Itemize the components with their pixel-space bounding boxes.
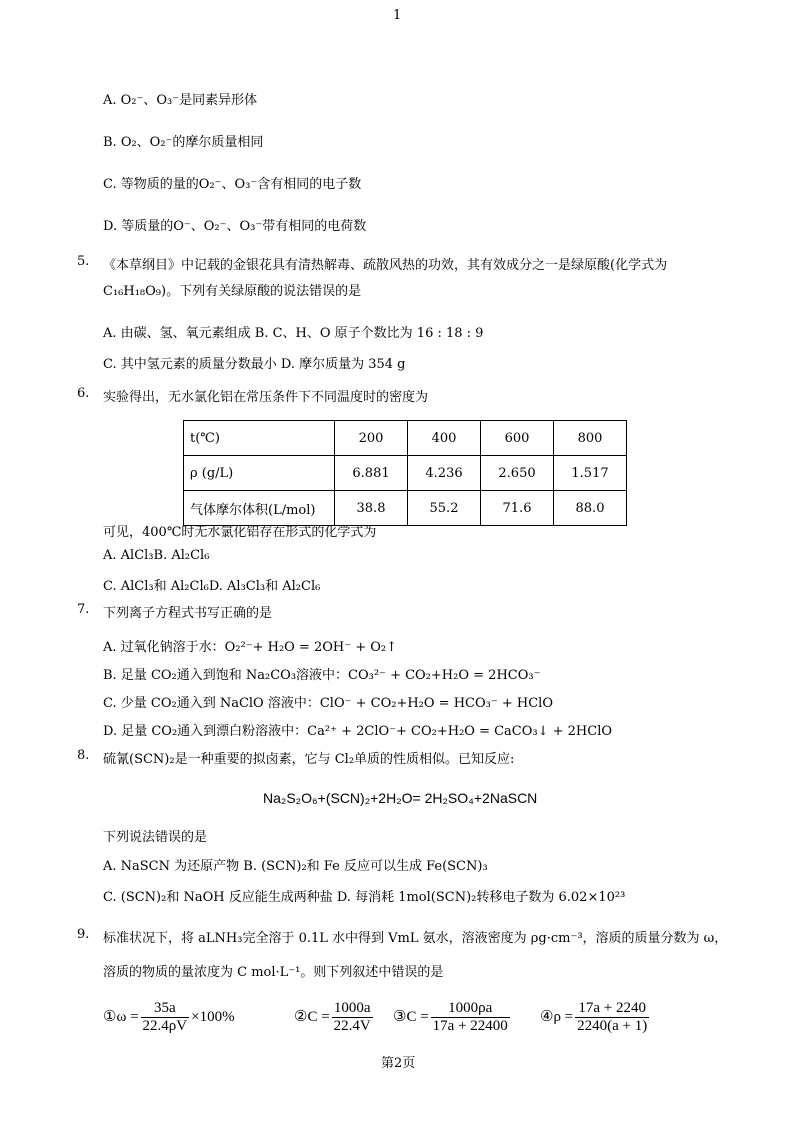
q9-stem-line2: 溶质的物质的量浓度为 C mol·L⁻¹。则下列叙述中错误的是: [103, 965, 444, 980]
density-table: [183, 420, 627, 526]
q5-number: 5.: [77, 254, 90, 269]
page-number: 1: [393, 8, 402, 23]
table-cell: 600: [481, 421, 554, 456]
formula-2-prefix: ②C =: [294, 1008, 330, 1025]
table-cell: 4.236: [408, 456, 481, 491]
q8-question: 下列说法错误的是: [103, 830, 208, 845]
formula-2-numerator: 1000a: [332, 1000, 373, 1018]
formula-1-prefix: ①ω =: [103, 1008, 139, 1025]
formula-3-prefix: ③C =: [393, 1008, 429, 1025]
table-cell: 800: [554, 421, 627, 456]
q6-conclusion: 可见，400℃时无水氯化铝存在形式的化学式为: [103, 525, 377, 540]
q6-options-cd: C. AlCl₃和 Al₂Cl₆D. Al₃Cl₃和 Al₂Cl₆: [103, 579, 321, 594]
formula-4-denominator: 2240(a + 1): [577, 1018, 648, 1034]
q4-option-b: B. O₂、O₂⁻的摩尔质量相同: [103, 135, 264, 150]
table-row: [184, 421, 627, 456]
formula-2-fraction: [332, 1000, 373, 1035]
q8-number: 8.: [77, 748, 90, 763]
q7-option-d: D. 足量 CO₂通入到漂白粉溶液中：Ca²⁺ + 2ClO⁻+ CO₂+H₂O = CaCO₃↓ + 2HClO: [103, 724, 613, 739]
q8-options-ab: A. NaSCN 为还原产物 B. (SCN)₂和 Fe 反应可以生成 Fe(SCN)₃: [103, 859, 488, 874]
q9-formula-3: [393, 1000, 512, 1035]
q7-option-c: C. 少量 CO₂通入到 NaClO 溶液中：ClO⁻ + CO₂+H₂O = HCO₃⁻ + HClO: [103, 696, 553, 711]
table-row-label: t(℃): [184, 421, 335, 456]
table-row-label: ρ (g/L): [184, 456, 335, 491]
q6-number: 6.: [77, 386, 90, 401]
q9-stem-line1: 标准状况下，将 aLNH₃完全溶于 0.1L 水中得到 VmL 氨水，溶液密度为 ρg·cm⁻³，溶质的质量分数为 ω，: [103, 931, 728, 946]
q7-option-a: A. 过氧化钠溶于水：O₂²⁻+ H₂O = 2OH⁻ + O₂↑: [103, 640, 398, 655]
q4-option-a: A. O₂⁻、O₃⁻是同素异形体: [103, 93, 258, 108]
table-row-label: 气体摩尔体积(L/mol): [184, 491, 335, 526]
table-row: [184, 456, 627, 491]
q9-formula-2: [294, 1000, 375, 1035]
table-cell: 55.2: [408, 491, 481, 526]
formula-1-suffix: ×100%: [191, 1008, 235, 1025]
table-cell: 88.0: [554, 491, 627, 526]
q7-option-b: B. 足量 CO₂通入到饱和 Na₂CO₃溶液中：CO₃²⁻ + CO₂+H₂O = 2HCO₃⁻: [103, 668, 541, 683]
q8-options-cd: C. (SCN)₂和 NaOH 反应能生成两种盐 D. 每消耗 1mol(SCN)₂转移电子数为 6.02×10²³: [103, 890, 626, 905]
q7-number: 7.: [77, 602, 90, 617]
q7-stem: 下列离子方程式书写正确的是: [103, 606, 273, 621]
formula-3-fraction: [431, 1000, 510, 1035]
table-cell: 38.8: [335, 491, 408, 526]
q8-stem: 硫氰(SCN)₂是一种重要的拟卤素，它与 Cl₂单质的性质相似。已知反应:: [103, 752, 515, 767]
q4-option-d: D. 等质量的O⁻、O₂⁻、O₃⁻带有相同的电荷数: [103, 219, 367, 234]
q5-options-cd: C. 其中氢元素的质量分数最小 D. 摩尔质量为 354 g: [103, 357, 406, 372]
q9-formula-1: [103, 1000, 235, 1035]
formula-3-numerator: 1000ρa: [431, 1000, 510, 1018]
table-cell: 1.517: [554, 456, 627, 491]
table-cell: 200: [335, 421, 408, 456]
formula-2-denominator: 22.4V: [333, 1018, 371, 1034]
table-cell: 6.881: [335, 456, 408, 491]
q5-options-ab: A. 由碳、氢、氧元素组成 B. C、H、O 原子个数比为 16 : 18 : 9: [103, 326, 484, 341]
q5-stem-line2: C₁₆H₁₈O₉)。下列有关绿原酸的说法错误的是: [103, 284, 362, 299]
formula-1-denominator: 22.4ρV: [142, 1018, 188, 1034]
formula-4-numerator: 17a + 2240: [575, 1000, 649, 1018]
q6-options-ab: A. AlCl₃B. Al₂Cl₆: [103, 548, 210, 563]
table-cell: 2.650: [481, 456, 554, 491]
formula-3-denominator: 17a + 22400: [432, 1018, 508, 1034]
q9-formula-4: [540, 1000, 651, 1035]
footer-page-label: 第2页: [381, 1056, 416, 1071]
q8-reaction-equation: Na₂S₂O₆+(SCN)₂+2H₂O= 2H₂SO₄+2NaSCN: [263, 790, 538, 806]
formula-1-numerator: 35a: [141, 1000, 190, 1018]
formula-4-prefix: ④ρ =: [540, 1008, 574, 1025]
q9-number: 9.: [77, 927, 90, 942]
q5-stem-line1: 《本草纲目》中记载的金银花具有清热解毒、疏散风热的功效，其有效成分之一是绿原酸(化学式为: [103, 258, 668, 273]
formula-1-fraction: [141, 1000, 190, 1035]
table-cell: 400: [408, 421, 481, 456]
table-cell: 71.6: [481, 491, 554, 526]
q4-option-c: C. 等物质的量的O₂⁻、O₃⁻含有相同的电子数: [103, 177, 362, 192]
formula-4-fraction: [575, 1000, 649, 1035]
q6-stem: 实验得出，无水氯化铝在常压条件下不同温度时的密度为: [103, 390, 429, 405]
